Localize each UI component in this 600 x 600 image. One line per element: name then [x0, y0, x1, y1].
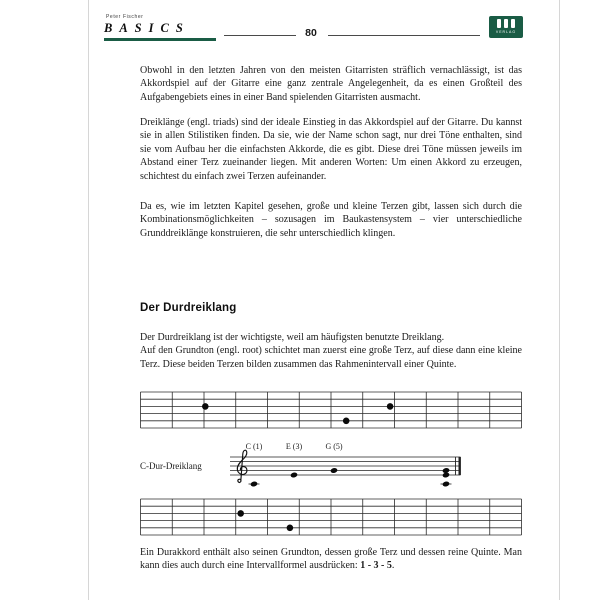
note-head — [250, 481, 258, 487]
paragraph-akkordspiel: Obwohl in den letzten Jahren von den meisten Gitarristen sträflich vernachlässigt, ist das Akkordspiel auf der Gitarre eine ganz zentrale Angelegenheit, da es einen Großteil des Aufgabengebiets eines in einer Band spielenden Gitarristen ausmacht. — [140, 65, 522, 103]
music-staff — [228, 444, 463, 490]
note-dot — [343, 418, 350, 425]
note-dot — [237, 510, 244, 517]
paragraph-durdreiklang-intro — [140, 331, 522, 371]
note-head — [330, 467, 338, 473]
header-rule-right — [328, 35, 480, 36]
page-edge-right — [559, 0, 560, 600]
note-dot — [287, 525, 294, 532]
note-head — [442, 481, 450, 487]
treble-clef-icon — [237, 450, 247, 482]
publisher-logo-text: VERLAG — [495, 30, 517, 34]
note-dot — [202, 403, 209, 410]
fretboard-diagram-bottom — [140, 497, 522, 537]
note-head — [290, 472, 298, 478]
paragraph-outro — [140, 546, 522, 573]
page-edge-left — [88, 0, 89, 600]
paragraph-terzen: Da es, wie im letzten Kapitel gesehen, große und kleine Terzen gibt, lassen sich durch die Kombinationsmöglichkeiten – sozusagen im Baukastensystem – vier unterschiedliche Grunddreiklänge konstruieren, die sehr unterschiedlich klingen. — [140, 201, 522, 239]
fretboard-diagram-top — [140, 390, 522, 430]
page-number: 80 — [305, 27, 317, 39]
series-logo — [104, 14, 216, 41]
p4-sentence-1: Der Durdreiklang ist der wichtigste, weil am häufigsten benutzte Dreiklang. — [140, 332, 445, 343]
publisher-logo-bars-icon — [489, 19, 523, 28]
interval-formula: 1 - 3 - 5 — [360, 560, 392, 572]
header-rule-left — [224, 35, 296, 36]
author-name: Peter Fischer — [106, 14, 144, 20]
staff-caption: C-Dur-Dreiklang — [140, 461, 202, 471]
p4-rest: Auf den Grundton (engl. root) schichtet man zuerst eine große Terz, auf diese dann eine kleine Terz. Diese beiden Terzen bilden zusammen das Rahmenintervall einer Quinte. — [140, 345, 522, 370]
note-label-g: G (5) — [325, 442, 343, 451]
note-dot — [387, 403, 394, 410]
series-logo-bar — [104, 38, 216, 41]
note-label-e: E (3) — [285, 442, 303, 451]
outro-period: . — [391, 560, 395, 572]
paragraph-dreiklaenge: Dreiklänge (engl. triads) sind der ideale Einstieg in das Akkordspiel auf der Gitarre. Du kannst sie in allen Stilistiken finden. Da sie, wie der Name schon sagt, nur drei Töne enthalten, sind sie vom Aufbau her die einfachsten Akkorde, die es gibt. Diese drei Töne müssen jeweils im Abstand einer Terz zueinander liegen. Mit anderen Worten: Um einen Akkord zu erzeugen, schichtest du einfach zwei Terzen aufeinander. — [140, 117, 522, 182]
outro-text: Ein Durakkord enthält also seinen Grundton, dessen große Terz und dessen reine Quinte. Man kann dies auch durch eine Intervallformel ausdrücken: — [140, 547, 522, 572]
note-label-c: C (1) — [245, 442, 263, 451]
note-head — [442, 467, 450, 473]
section-heading-durdreiklang: Der Durdreiklang — [140, 302, 237, 314]
series-title: BASICS — [104, 21, 190, 35]
publisher-logo — [489, 16, 523, 38]
